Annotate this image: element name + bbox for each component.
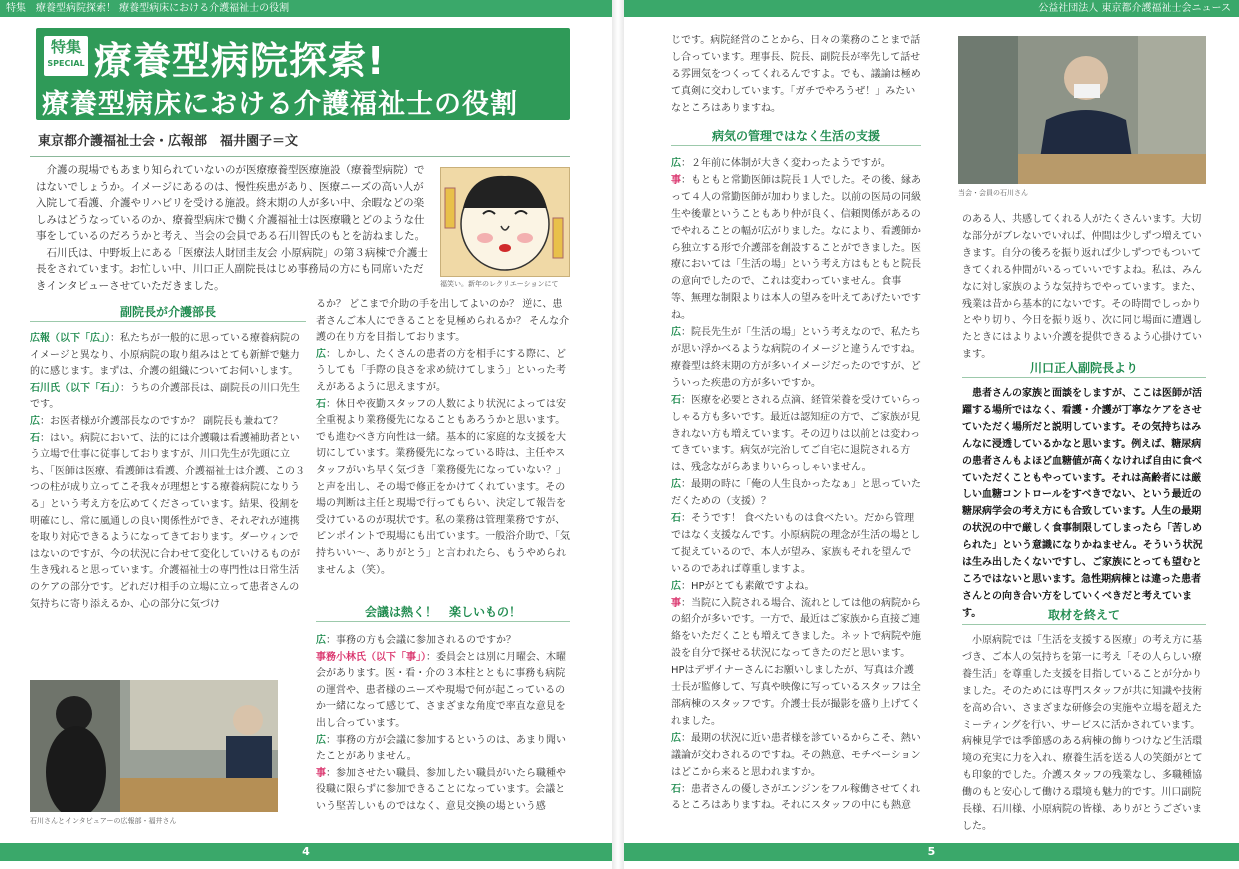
okame-caption: 福笑い。新年のレクリエーションにて [440, 280, 559, 288]
column-2-text [316, 297, 570, 579]
dialog-text: ：患者さんの優しさがエンジンをフル稼働させてくれるところはありますね。それにスタッフの中にも熱意 [671, 783, 921, 812]
dialog-paragraph [316, 766, 570, 816]
heading-life-support: 病気の管理ではなく生活の支援 [671, 127, 921, 146]
dialog-paragraph [671, 596, 921, 731]
speaker-label: 広 [671, 479, 681, 491]
dialog-paragraph [316, 733, 570, 766]
heading-vice-director-message: 川口正人副院長より [962, 359, 1206, 378]
divider [30, 156, 570, 157]
ishikawa-photo [958, 36, 1206, 184]
special-badge-sub: SPECIAL [47, 59, 85, 68]
dialog-text: ：私たちが一般的に思っている療養病院のイメージと異なり、小原病院の取り組みはとても新鮮で魅力的に感じます。まずは、介護の組織についてお伺いします。 [30, 333, 300, 378]
special-badge-main: 特集 [50, 38, 81, 56]
column-3b-text [671, 156, 921, 815]
dialog-paragraph [671, 731, 921, 782]
dialog-text: ：はい。病院において、法的には介護職は看護補助者という立場で仕事に従事しておりますが、川口先生が先頭に立ち、「医師は医療、看護師は看護、介護福祉士は介護、この３つの柱が成り立ってこそ我々が理想とする療養病院になりうる」という考え方を広めてくださっています。結果、役割を明確にし、常に風通しの良い関係性ができ、それぞれが連携を取り対応できるようになってきております。ダーウィンではないのですが、今の状況に合わせて変化していけるものが生き残れると思っています。介護福祉士の専門性は日常生活のケアの部分です。どれだけ相手の立場に立って患者さんの気持ちに寄り添えるか、心の部分に気づけ [30, 432, 305, 610]
speaker-label: 事 [316, 767, 326, 779]
dialog-paragraph [316, 650, 570, 733]
page-header-left: 特集 療養型病院探索！ 療養型病床における介護福祉士の役割 [0, 0, 620, 17]
speaker-label: 広 [671, 732, 681, 744]
dialog-text: ：HPがとても素敵ですよね。 [681, 580, 815, 592]
dialog-paragraph [30, 381, 308, 414]
dialog-text: るか？ どこまで介助の手を出してよいのか？ 逆に、患者さんご本人にできることを見極められるか？ そんな介護の在り方を目指しております。 [316, 299, 570, 344]
dialog-text: ：医療を必要とされる点滴、経管栄養を受けていらっしゃる方も多いです。最近は認知症の方で、ご家族が見きれない方も増えています。その辺りは以前とは変わってきています。病気が完治してご自宅に退院される方は、残念ながらあまりいらっしゃいません。 [671, 394, 921, 474]
vice-director-message: 患者さんの家族と面談をしますが、ここは医師が活躍する場所ではなく、看護・介護が丁寧なケアをさせていただく場所だと説明しています。その気持ちはみんなに浸透しているかなと思います。例えば、糖尿病の患者さんもよほど血糖値が高くなければ自由に食べていただくこともやっています。それは高齢者には厳しい血糖コントロールをすべきでない、という最近の糖尿病学会の考え方にも合致しています。人生の最期の状況の中で厳しく食事制限してしまったら「苦しめられた」という意識になりかねません。そういう状況は生み出したくないですし、ご家族にとっても望むところではないと思います。急性期病棟とは違った患者さんとの向き合い方をしていくべきだと考えています。 [962, 388, 1203, 619]
speaker-label: 石 [671, 394, 681, 406]
column-3-text [671, 33, 921, 118]
dialog-text: ：お医者様が介護部長なのですか？ 副院長も兼ねて？ [40, 415, 283, 427]
dialog-paragraph [30, 414, 308, 431]
intro-paragraph: 石川氏は、中野坂上にある「医療法人財団圭友会 小原病院」の第３病棟で介護士長をされています。お忙しい中、川口正人副院長はじめ事務局の方にも同席いただきインタビューさせていただきました。 [36, 246, 428, 292]
sub-title: 療養型病床における介護福祉士の役割 [42, 89, 518, 120]
ishikawa-photo-caption: 当会・会員の石川さん [958, 189, 1028, 197]
dialog-paragraph [671, 782, 921, 816]
dialog-paragraph [671, 579, 921, 596]
fukuwarai-image [440, 167, 570, 277]
speaker-label: 事務小林氏（以下「事」） [316, 651, 426, 663]
interview-photo [30, 680, 278, 812]
intro-text [36, 162, 432, 294]
heading-after-interview: 取材を終えて [962, 606, 1206, 625]
dialog-text: ：もともと常勤医師は院長１人でした。その後、縁あって４人の常勤医師が加わりました。以前の医局の同級生や後輩ということもあり仲が良く、信頼関係があるのでやれることの幅が広がりました。なにより、看護師から独立する形で介護部を創設することができました。医療においては「生活の場」という考え方はもともと院長の意向でしたので、これは変わっていません。食事等、無理な制限よりは本人の望みを叶えてあげたいですね。 [671, 174, 921, 322]
dialog-paragraph [671, 33, 921, 118]
main-title: 療養型病院探索! [94, 39, 386, 83]
dialog-paragraph [671, 325, 921, 393]
interview-photo-caption: 石川さんとインタビュアーの広報部・福井さん [30, 817, 177, 825]
speaker-label: 広報（以下「広」） [30, 333, 110, 344]
column-4-text [962, 212, 1206, 364]
page-header-right: 公益社団法人 東京都介護福祉士会ニュース [624, 0, 1239, 17]
page-number-left: 4 [0, 843, 612, 861]
speaker-label: 広 [671, 580, 681, 592]
dialog-paragraph [671, 511, 921, 579]
speaker-label: 石 [316, 398, 326, 410]
speaker-label: 石 [671, 513, 681, 525]
dialog-paragraph [671, 393, 921, 478]
speaker-label: 石 [30, 432, 40, 444]
dialog-text: ：当院に入院される場合、流れとしては他の病院からの紹介が多いです。一方で、最近はご家族から直接ご連絡をいただくことも増えてきました。ネットで病院や施設を自分で探せる状況になってきたのだと思います。HPはデザイナーさんにお願いしましたが、写真は介護士長が監修して、写真や映像に写っているスタッフは全部病棟のスタッフです。介護士長が撮影を盛り上げてくれました。 [671, 597, 921, 727]
dialog-paragraph [671, 156, 921, 173]
dialog-text: じです。病院経営のことから、日々の業務のことまで話し合っています。理事長、院長、副院長が率先して話せる雰囲気をつくってくれるんですよ。でも、議論は極めて真剣に交わしています。「ガチでやろうぜ！」みたいなところはありますね。 [671, 35, 921, 114]
dialog-text: ：最期の状況に近い患者様を診ているからこそ、熱い議論が交わされるのですね。その熱意、モチベーションはどこから来ると思われますか。 [671, 732, 921, 778]
dialog-paragraph [30, 331, 308, 381]
speaker-label: 石 [671, 783, 681, 795]
dialog-text: ：２年前に体制が大きく変わったようですが。 [681, 158, 891, 169]
heading-meetings: 会議は熱く！ 楽しいもの！ [316, 603, 570, 622]
dialog-text: ：参加させたい職員、参加したい職員がいたら職種や役職に限らずに参加できることになっています。会議という堅苦しいものではなく、意見交換の場という感 [316, 767, 566, 812]
dialog-paragraph [671, 477, 921, 511]
speaker-label: 石川氏（以下「石」） [30, 382, 120, 394]
dialog-text: ：最期の時に「俺の人生良かったなぁ」と思っていただくための（支援）？ [671, 479, 921, 508]
dialog-text: ：事務の方が会議に参加するというのは、あまり聞いたことがありません。 [316, 734, 566, 763]
dialog-text: ：事務の方も会議に参加されるのですか？ [326, 635, 516, 646]
dialog-paragraph [316, 297, 570, 347]
speaker-label: 事 [671, 597, 681, 609]
speaker-label: 広 [671, 327, 681, 339]
after-interview-text: 小原病院では「生活を支援する医療」の考え方に基づき、ご本人の気持ちを第一に考え「その人らしい療養生活」を尊重した支援を目指していることが分かりました。そのためには専門スタッフが共に知識や技術を高め合い、さまざまな研修会の実施や立場を超えたミーティングを行い、サービスに活かされています。病棟見学では季節感のある病棟の飾りつけなど生活環境の充実に力を入れ、療養生活を送る人の笑顔がとても印象的でした。介護スタッフの残業なし、多職種協働のもと安心して働ける環境も魅力的です。川口副院長様、石川様、小原病院の皆様、ありがとうございました。 [962, 635, 1203, 832]
dialog-paragraph [962, 212, 1206, 364]
speaker-label: 広 [316, 348, 326, 360]
dialog-text: ：委員会とは別に月曜会、木曜会があります。医・看・介の３本柱とともに事務も病院の運営や、患者様のニーズや現場で何が起こっているのか一緒になって感じて、さまざまな角度で率直な意見を出し合っています。 [316, 651, 566, 729]
intro-paragraph: 介護の現場でもあまり知られていないのが医療療養型医療施設（療養型病院）ではないでしょうか。イメージにあるのは、慢性疾患があり、医療ニーズの高い人が入院して看護、介護やリハビリを受ける施設。終末期の人が多い中、余暇などの楽しみはどうなっているのか、療養型病床で働く介護福祉士は医療職とどのような仕事をしているのだろうかと考え、当会の会員である石川智氏のもとを訪ねました。 [36, 164, 426, 242]
dialog-paragraph [316, 397, 570, 580]
dialog-paragraph [671, 173, 921, 325]
dialog-text: のある人、共感してくれる人がたくさんいます。大切な部分がブレないでいれば、仲間は少しずつ増えていきます。自分の後ろを振り返れば少しずつでもついてきてくれる仲間がいるっていいですよね。私は、みんなに対し家族のような気持ちでやっています。また、残業は昔から基本的にないです。その時間でしっかりとやり切り、今日を振り返り、次に同じ場面に遭遇したときにはよりよい介護を提供できるよう心掛けています。 [962, 214, 1202, 361]
column-2b-text [316, 633, 570, 816]
speaker-label: 広 [316, 734, 326, 746]
page-gutter [612, 0, 624, 869]
okame-face-icon [441, 168, 569, 276]
dialog-text: ：しかし、たくさんの患者の方を相手にする際に、どうしても「手際の良さを求め続けてしまう」といった考えがあるように思えますが。 [316, 348, 566, 393]
speaker-label: 事 [671, 174, 681, 186]
dialog-paragraph [30, 431, 308, 614]
heading-vice-director: 副院長が介護部長 [30, 303, 306, 322]
byline: 東京都介護福祉士会・広報部 福井園子＝文 [38, 134, 299, 149]
column-1-text [30, 331, 308, 613]
dialog-paragraph [316, 347, 570, 397]
special-badge [44, 36, 88, 76]
speaker-label: 広 [316, 635, 326, 646]
dialog-text: ：そうです！ 食べたいものは食べたい。だから管理ではなく支援なんです。小原病院の理念が生活の場として捉えているので、本人が望み、家族もそれを望んでいるのであれば尊重しますよ。 [671, 513, 921, 575]
speaker-label: 広 [30, 415, 40, 427]
dialog-text: ：うちの介護部長は、副院長の川口先生です。 [30, 382, 300, 411]
dialog-text: ：院長先生が「生活の場」という考えなので、私たちが思い浮かべるような病院のイメージと違うんですね。療養型は終末期の方が多いイメージだったのですが、どういった疾患の方が多いですか。 [671, 327, 921, 389]
speaker-label: 広 [671, 158, 681, 169]
dialog-text: ：休日や夜勤スタッフの人数により状況によっては安全重視より業務優先になることもあろうかと思います。でも進むべき方向性は一緒。基本的に家庭的な支援を大切にしています。業務優先になっている時は、主任やスタッフがいち早く気づき「業務優先になっていない？」と声を出し、その場で修正をかけてくれています。その場の判断は主任と現場で行ってもらい、決定して報告を受けているのが現状です。私の業務は管理業務ですが、ピンポイントで現場にも出ています。一般浴介助で、「気持ちいい～、ありがとう」と言われたら、もうやめられませんよ（笑）。 [316, 398, 570, 576]
page-number-right: 5 [624, 843, 1239, 861]
dialog-paragraph [316, 633, 570, 650]
